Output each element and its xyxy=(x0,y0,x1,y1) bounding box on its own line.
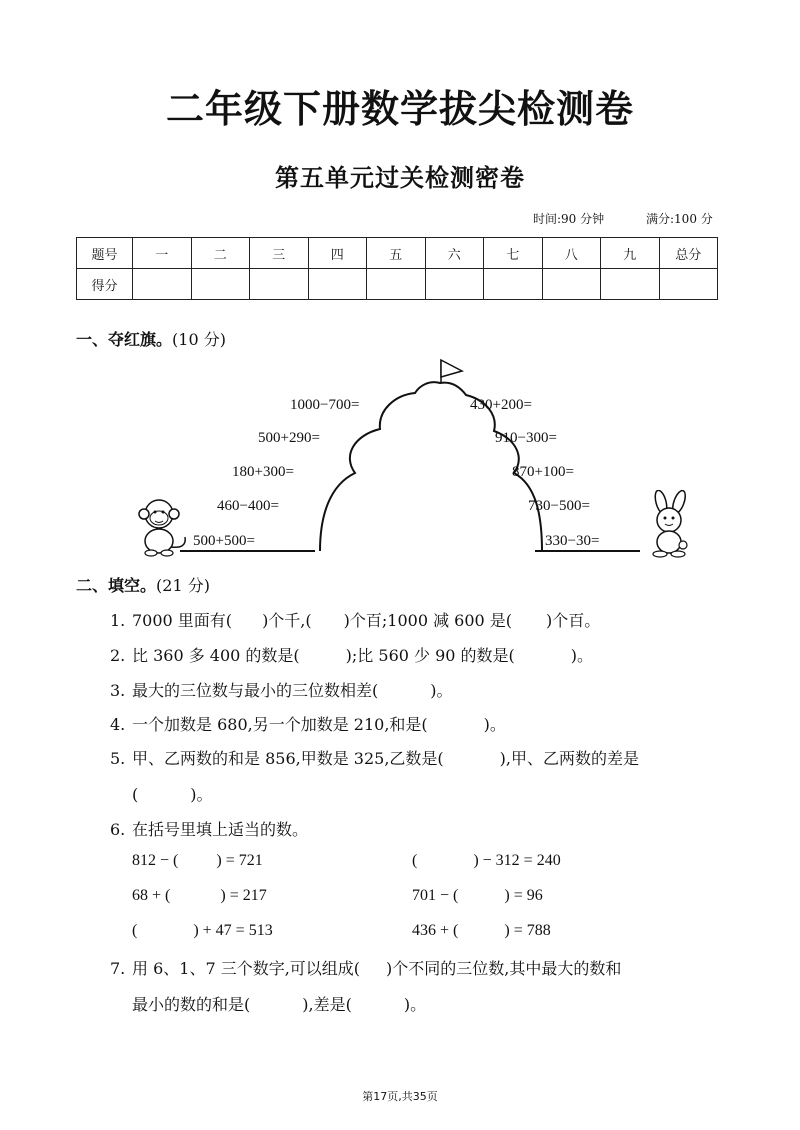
question-text: 一个加数是 680,另一个加数是 210,和是( xyxy=(132,715,428,734)
column-header: 四 xyxy=(308,238,367,269)
left-equation: 1000−700= xyxy=(290,397,360,413)
question-text: 在括号里填上适当的数。 xyxy=(132,820,309,839)
monkey-icon xyxy=(135,497,193,557)
question-2 xyxy=(110,645,593,667)
page-number: 第17页,共35页 xyxy=(362,1090,438,1103)
fill-item: 436 + ( ) = 788 xyxy=(412,922,551,939)
right-equation: 870+100= xyxy=(512,464,574,480)
table-row xyxy=(77,269,718,300)
score-cell[interactable] xyxy=(484,269,543,300)
question-number: 1. xyxy=(110,611,126,630)
score-cell[interactable] xyxy=(601,269,660,300)
section1-points: (10 分) xyxy=(172,330,226,349)
question-number: 7. xyxy=(110,959,126,978)
score-cell[interactable] xyxy=(308,269,367,300)
right-equation: 330−30= xyxy=(545,533,600,549)
question-text: 最大的三位数与最小的三位数相差( xyxy=(132,681,379,700)
question-text: )。 xyxy=(430,681,453,700)
question-7-continued xyxy=(110,994,426,1016)
right-equation: 730−500= xyxy=(528,498,590,514)
question-text: )个百。 xyxy=(546,611,601,630)
fill-item: ( ) + 47 = 513 xyxy=(132,922,273,939)
fill-item: 68 + ( ) = 217 xyxy=(132,887,267,904)
score-cell[interactable] xyxy=(133,269,192,300)
question-text: )。 xyxy=(483,715,506,734)
column-header: 七 xyxy=(484,238,543,269)
row-label-question: 题号 xyxy=(77,238,133,269)
left-equation: 500+290= xyxy=(258,430,320,446)
section2-heading xyxy=(76,573,210,596)
question-4 xyxy=(110,714,506,736)
column-header: 五 xyxy=(367,238,426,269)
question-text: )个千,( xyxy=(262,611,312,630)
score-cell[interactable] xyxy=(425,269,484,300)
question-6 xyxy=(110,819,308,841)
question-number: 3. xyxy=(110,681,126,700)
question-number: 2. xyxy=(110,646,126,665)
section1-title: 一、夺红旗。 xyxy=(76,330,173,349)
score-cell[interactable] xyxy=(191,269,250,300)
row-label-score: 得分 xyxy=(77,269,133,300)
question-text: 7000 里面有( xyxy=(132,611,233,630)
left-equation: 180+300= xyxy=(232,464,294,480)
question-1 xyxy=(110,610,600,632)
fill-item: 812 − ( ) = 721 xyxy=(132,852,263,869)
section2-points: (21 分) xyxy=(156,576,210,595)
question-text: ( xyxy=(132,785,139,804)
question-text: )个百;1000 减 600 是( xyxy=(343,611,513,630)
rabbit-icon xyxy=(645,490,695,558)
question-text: ),差是( xyxy=(302,995,352,1014)
column-header: 二 xyxy=(191,238,250,269)
question-text: 甲、乙两数的和是 856,甲数是 325,乙数是( xyxy=(132,749,444,768)
question-text: )。 xyxy=(190,785,213,804)
section2-title: 二、填空。 xyxy=(76,576,157,595)
fill-item: ( ) − 312 = 240 xyxy=(412,852,561,869)
question-text: 用 6、1、7 三个数字,可以组成( xyxy=(132,959,361,978)
question-7 xyxy=(110,958,621,980)
table-row xyxy=(77,238,718,269)
question-5-continued xyxy=(110,784,213,806)
right-equation: 910−300= xyxy=(495,430,557,446)
score-cell[interactable] xyxy=(367,269,426,300)
left-equation: 460−400= xyxy=(217,498,279,514)
column-header: 总分 xyxy=(659,238,718,269)
score-table xyxy=(76,237,718,300)
fill-item: 701 − ( ) = 96 xyxy=(412,887,543,904)
question-text: )个不同的三位数,其中最大的数和 xyxy=(386,959,622,978)
left-equation: 500+500= xyxy=(193,533,255,549)
section1-heading xyxy=(76,327,226,350)
question-number: 5. xyxy=(110,749,126,768)
column-header: 一 xyxy=(133,238,192,269)
score-cell[interactable] xyxy=(542,269,601,300)
column-header: 六 xyxy=(425,238,484,269)
column-header: 九 xyxy=(601,238,660,269)
question-3 xyxy=(110,680,453,702)
sub-title: 第五单元过关检测密卷 xyxy=(275,163,525,192)
question-text: );比 560 少 90 的数是( xyxy=(345,646,515,665)
exam-time: 时间:90 分钟 xyxy=(533,212,605,226)
column-header: 八 xyxy=(542,238,601,269)
question-text: ),甲、乙两数的差是 xyxy=(499,749,640,768)
question-text: )。 xyxy=(570,646,594,665)
score-cell[interactable] xyxy=(659,269,718,300)
question-text: 最小的数的和是( xyxy=(132,995,251,1014)
question-number: 4. xyxy=(110,715,126,734)
score-cell[interactable] xyxy=(250,269,309,300)
question-text: 比 360 多 400 的数是( xyxy=(132,646,300,665)
right-equation: 430+200= xyxy=(470,397,532,413)
main-title: 二年级下册数学拔尖检测卷 xyxy=(165,87,634,131)
question-number: 6. xyxy=(110,820,126,839)
question-text: )。 xyxy=(403,995,427,1014)
full-score: 满分:100 分 xyxy=(646,212,713,226)
column-header: 三 xyxy=(250,238,309,269)
question-5 xyxy=(110,748,639,770)
